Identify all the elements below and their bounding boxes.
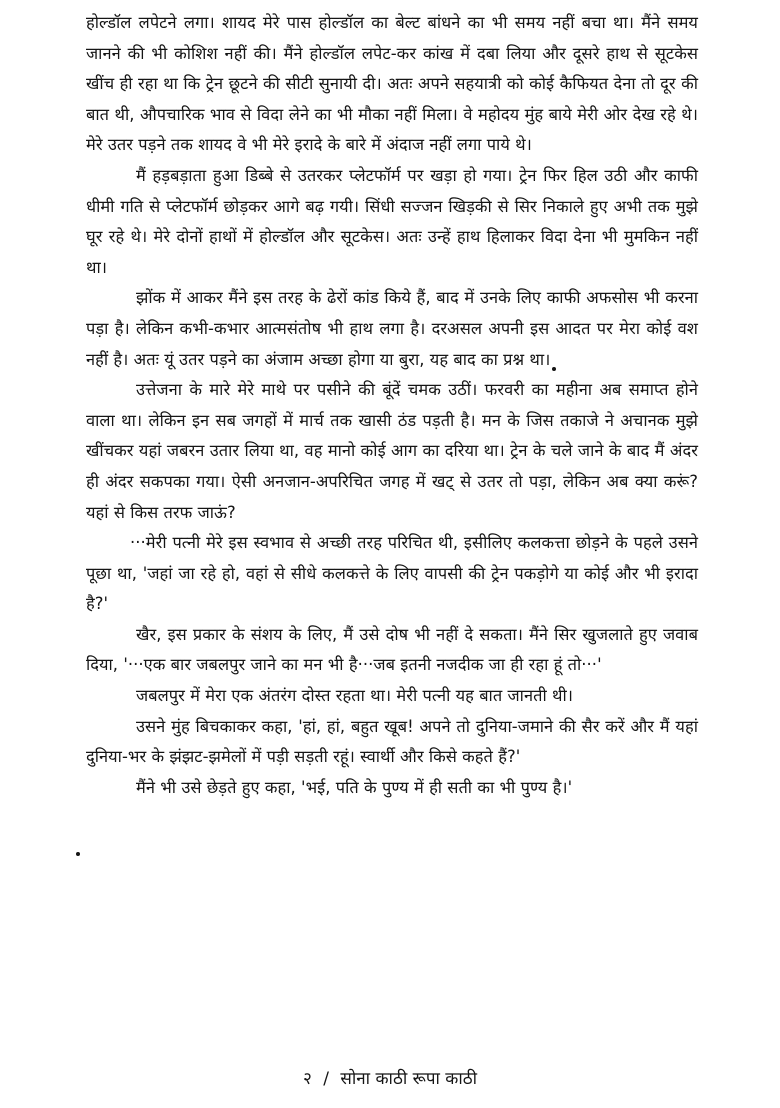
paragraph: खैर, इस प्रकार के संशय के लिए, मैं उसे दोष भी नहीं दे सकता। मैंने सिर खुजलाते हुए जवाब दिया, '···एक बार जबलपुर जाने का मन भी है···जब इतनी नजदीक जा ही रहा हूं तो···' — [86, 624, 698, 675]
footer-separator: / — [323, 1069, 329, 1089]
paragraph: मैंने भी उसे छेड़ते हुए कहा, 'भई, पति के पुण्य में ही सती का भी पुण्य है।' — [136, 777, 573, 797]
paragraph: उत्तेजना के मारे मेरे माथे पर पसीने की बूंदें चमक उठीं। फरवरी का महीना अब समाप्त होने वाला था। लेकिन इन सब जगहों में मार्च तक खासी ठंड पड़ती है। मन के जिस तकाजे ने अचानक मुझे खींचकर यहां जबरन उतार लिया था, वह मानो कोई आग का दरिया था। ट्रेन के चले जाने के बाद मैं अंदर ही अंदर सकपका गया। ऐसी अनजान-अपरिचित जगह में खट् से उतर तो पड़ा, लेकिन अब क्या करूं? यहां से किस तरफ जाऊं? — [86, 380, 698, 522]
paragraph: मैं हड़बड़ाता हुआ डिब्बे से उतरकर प्लेटफॉर्म पर खड़ा हो गया। ट्रेन फिर हिल उठी और काफी धीमी गति से प्लेटफॉर्म छोड़कर आगे बढ़ गयी। सिंधी सज्जन खिड़की से सिर निकाले हुए अभी तक मुझे घूर रहे थे। मेरे दोनों हाथों में होल्डॉल और सूटकेस। अतः उन्हें हाथ हिलाकर विदा देना भी मुमकिन नहीं था। — [86, 165, 698, 277]
print-speck — [76, 852, 80, 856]
paragraph: उसने मुंह बिचकाकर कहा, 'हां, हां, बहुत खूब! अपने तो दुनिया-जमाने की सैर करें और मैं यहां दुनिया-भर के झंझट-झमेलों में पड़ी सड़ती रहूं। स्वार्थी और किसे कहते हैं?' — [86, 716, 698, 767]
book-title: सोना काठी रूपा काठी — [340, 1069, 478, 1089]
page-footer — [0, 1066, 780, 1092]
paragraph: जबलपुर में मेरा एक अंतरंग दोस्त रहता था। मेरी पत्नी यह बात जानती थी। — [136, 686, 574, 706]
paragraph: होल्डॉल लपेटने लगा। शायद मेरे पास होल्डॉल का बेल्ट बांधने का भी समय नहीं बचा था। मैंने समय जानने की भी कोशिश नहीं की। मैंने होल्डॉल लपेट-कर कांख में दबा लिया और दूसरे हाथ से सूटकेस खींच ही रहा था कि ट्रेन छूटने की सीटी सुनायी दी। अतः अपने सहयात्री को कोई कैफियत देना तो दूर की बात थी, औपचारिक भाव से विदा लेने का भी मौका नहीं मिला। वे महोदय मुंह बाये मेरी ओर देख रहे थे। मेरे उतर पड़ने तक शायद वे भी मेरे इरादे के बारे में अंदाज नहीं लगा पाये थे। — [86, 13, 698, 155]
page-number: २ — [302, 1069, 312, 1089]
body-text — [86, 8, 698, 803]
print-speck — [552, 367, 556, 371]
paragraph: ···मेरी पत्नी मेरे इस स्वभाव से अच्छी तरह परिचित थी, इसीलिए कलकत्ता छोड़ने के पहले उसने पूछा था, 'जहां जा रहे हो, वहां से सीधे कलकत्ते के लिए वापसी की ट्रेन पकड़ोगे या कोई और भी इरादा है?' — [86, 533, 698, 614]
paragraph: झोंक में आकर मैंने इस तरह के ढेरों कांड किये हैं, बाद में उनके लिए काफी अफसोस भी करना पड़ा है। लेकिन कभी-कभार आत्मसंतोष भी हाथ लगा है। दरअसल अपनी इस आदत पर मेरा कोई वश नहीं है। अतः यूं उतर पड़ने का अंजाम अच्छा होगा या बुरा, यह बाद का प्रश्न था। — [86, 288, 698, 369]
